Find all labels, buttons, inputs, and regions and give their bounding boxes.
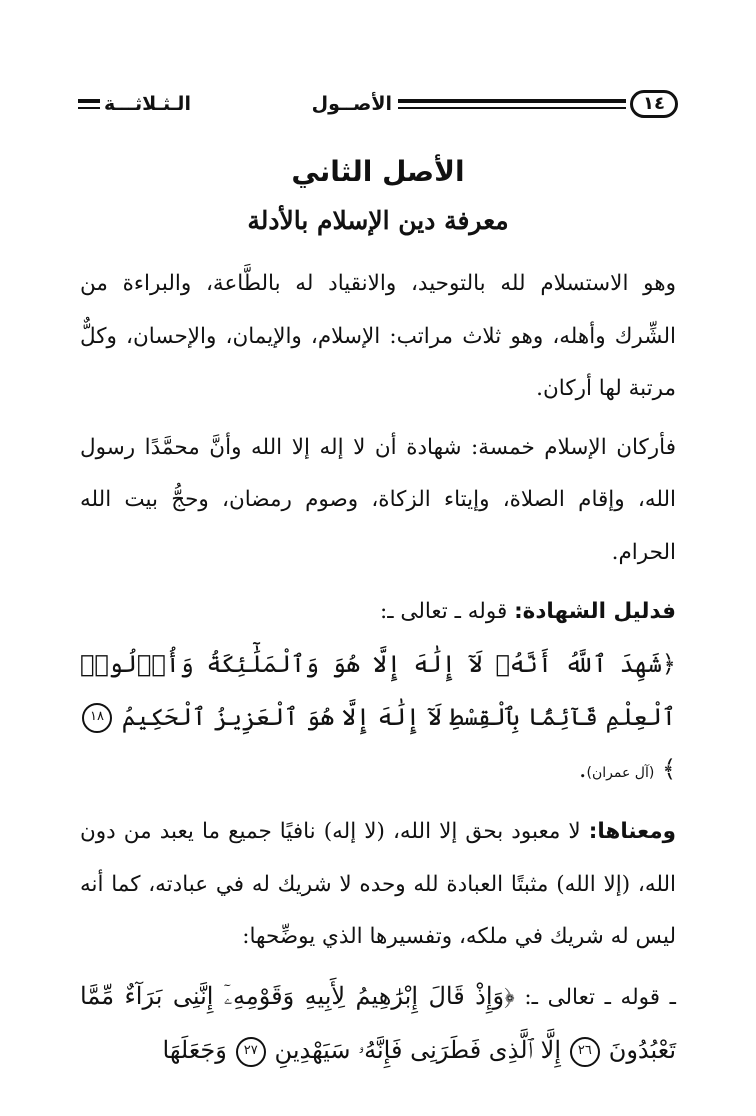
verse-al-imran: [80, 638, 676, 800]
shahada-evidence-label: فدليل الشهادة:: [514, 598, 676, 624]
verse-end-period: .: [578, 755, 587, 784]
verse-close-bracket: ﴾: [661, 755, 676, 784]
section-subtitle: معرفة دين الإسلام بالأدلة: [247, 206, 509, 235]
paragraph-ibrahim-verse: [80, 970, 676, 1079]
meaning-text: لا معبود بحق إلا الله، (لا إله) نافيًا جميع ما يعبد من دون الله، (إلا الله) مثبتًا العبادة لله وحده لا شريك له في عبادته، كما أنه ليس له شريك في ملكه، وتفسيرها الذي يوضِّحها:: [80, 818, 676, 950]
meaning-label: ومعناها:: [588, 818, 676, 844]
shahada-evidence-intro: قوله ـ تعالى ـ:: [380, 598, 508, 624]
verse-number-26: ٢٦: [570, 1037, 600, 1067]
header-rule-left: [78, 99, 100, 109]
header-rule-right: [398, 99, 626, 109]
ibrahim-verse-intro: ـ قوله ـ تعالى ـ:: [524, 984, 676, 1010]
paragraph-meaning: [80, 806, 676, 964]
page-header: [78, 88, 678, 124]
verse-zukhruf-middle: إِلَّا ٱلَّذِى فَطَرَنِى فَإِنَّهُۥ سَيَهْدِينِ: [274, 1036, 561, 1065]
verse-zukhruf-end: وَجَعَلَهَا: [162, 1036, 227, 1065]
paragraph-definition: وهو الاستسلام لله بالتوحيد، والانقياد له بالطَّاعة، والبراءة من الشِّرك وأهله، وهو ثلاث مراتب: الإسلام، والإيمان، والإحسان، وكلٌّ مرتبة لها أركان.: [80, 271, 676, 402]
verse-number-18: ١٨: [82, 703, 112, 733]
paragraph-pillars: فأركان الإسلام خمسة: شهادة أن لا إله إلا الله وأنَّ محمَّدًا رسول الله، وإقام الصلاة، وإيتاء الزكاة، وصوم رمضان، وحجُّ بيت الله الحرام.: [80, 434, 676, 565]
verse-zukhruf-text: ﴿وَإِذْ قَالَ إِبْرَٰهِيمُ لِأَبِيهِ وَقَوْمِهِۦٓ إِنَّنِى بَرَآءٌ مِّمَّا تَعْبُدُونَ: [80, 981, 676, 1065]
section-title: الأصل الثاني: [291, 155, 465, 188]
surah-reference: (آل عمران): [586, 765, 655, 782]
verse-al-imran-text: ﴿شَهِدَ ٱللَّهُ أَنَّهُۥ لَآ إِلَٰهَ إِلَّا هُوَ وَٱلْمَلَٰٓئِكَةُ وَأُو۟لُوا۟ ٱلْعِلْمِ قَآئِمًۢا بِٱلْقِسْطِ لَآ إِلَٰهَ إِلَّا هُوَ ٱلْعَزِيزُ ٱلْحَكِيمُ: [80, 650, 676, 731]
body-text: [80, 258, 676, 1079]
running-title: الأصــول الـثـلاثـــة: [104, 93, 392, 115]
page-number: ١٤: [630, 90, 678, 118]
verse-number-27: ٢٧: [236, 1037, 266, 1067]
paragraph-shahada-evidence: [80, 586, 676, 639]
